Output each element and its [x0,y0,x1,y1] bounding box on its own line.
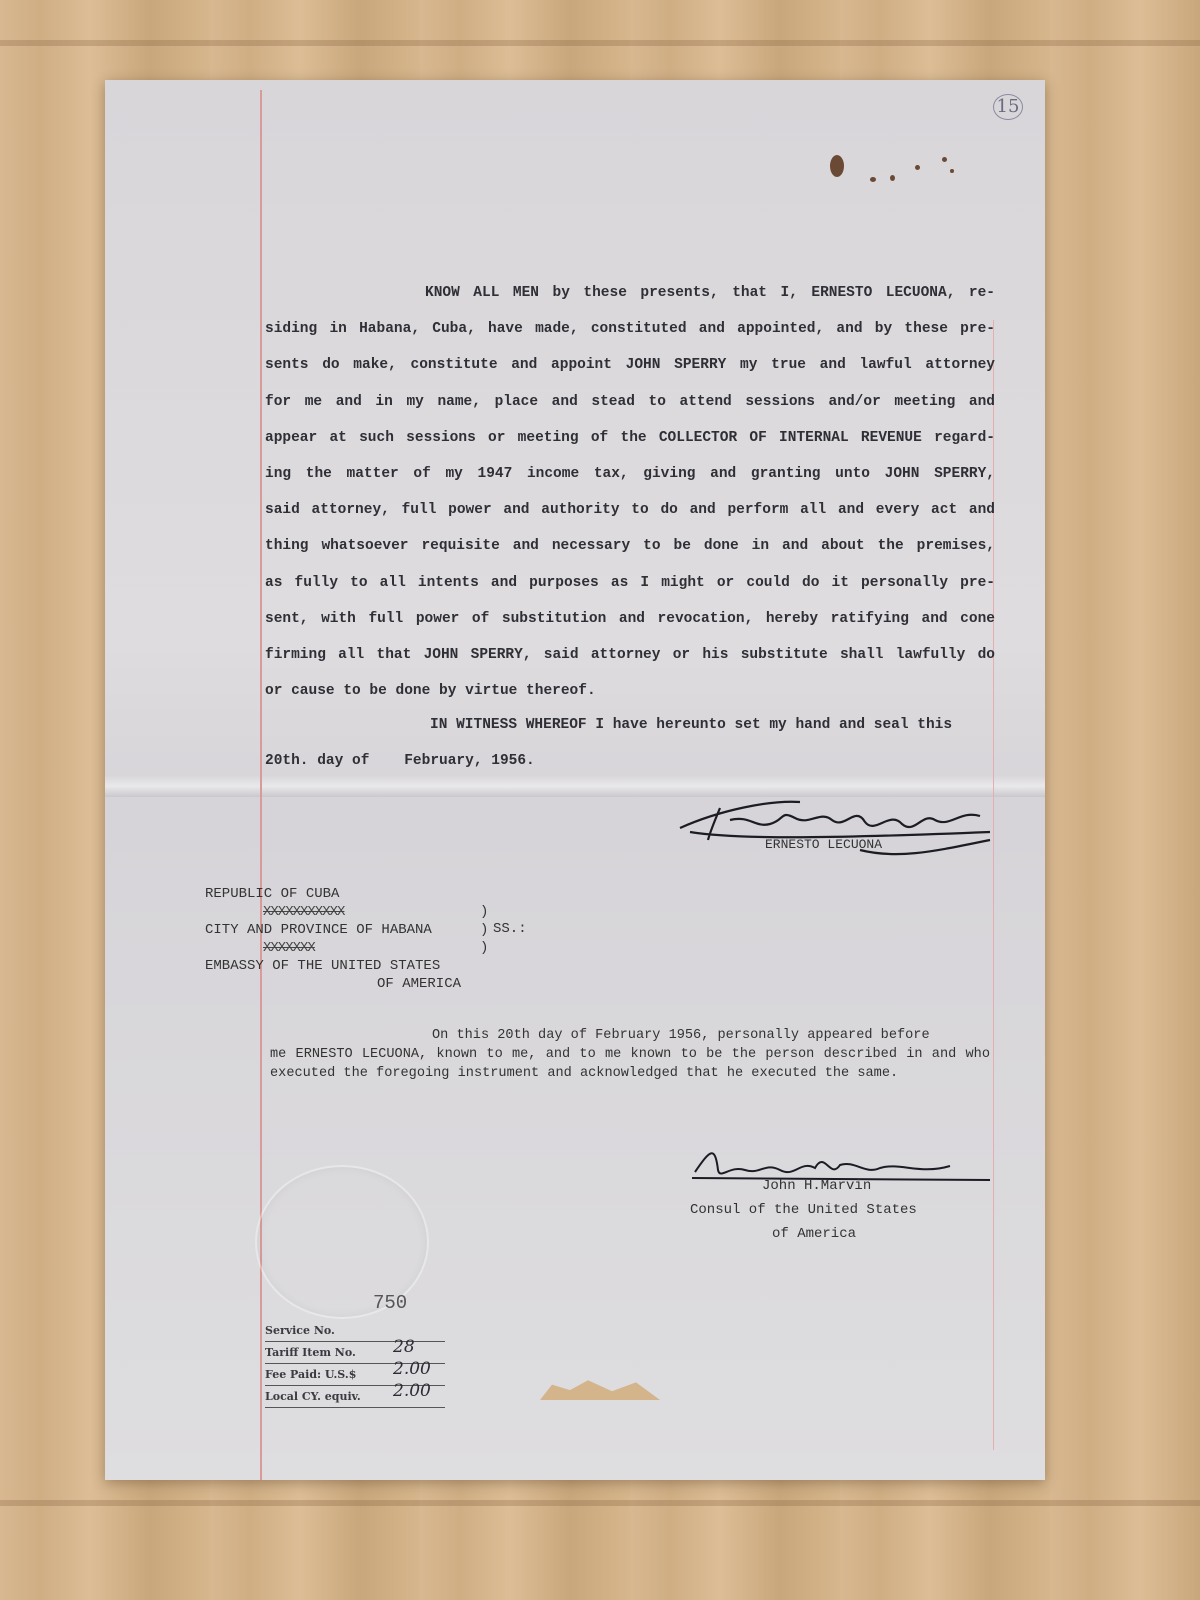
acknowledgment-paragraph [270,1026,990,1083]
signer-name: ERNESTO LECUONA [765,837,883,852]
venue-line: CITY AND PROVINCE OF HABANA [205,922,432,938]
fee-label: Tariff Item No. [265,1346,356,1359]
body-line: said attorney, full power and authority to do and perform all and every act and [265,502,995,519]
fee-value: 2.00 [393,1359,431,1379]
damage-holes [830,155,960,195]
consul-name: John H.Marvin [762,1178,872,1194]
fee-value: 2.00 [393,1381,431,1401]
witness-clause [265,707,995,779]
body-paragraph [265,275,995,709]
fee-row [265,1381,445,1408]
body-line: siding in Habana, Cuba, have made, constituted and appointed, and by these pre- [265,321,995,338]
body-line: for me and in my name, place and stead to attend sessions and/or meeting and [265,393,995,410]
service-number: 750 [373,1292,408,1314]
body-line: or cause to be done by virtue thereof. [265,683,596,700]
wood-grain [0,1500,1200,1506]
wood-grain [0,40,1200,46]
fee-value: 28 [393,1337,415,1357]
venue-bracket: ) ) ) [480,904,489,956]
body-line: sents do make, constitute and appoint JOHN SPERRY my true and lawful attorney [265,357,995,374]
body-line: appear at such sessions or meeting of the COLLECTOR OF INTERNAL REVENUE regard- [265,429,995,446]
struck-text: XXXXXXXXXXX [263,904,345,920]
ss-label: SS.: [493,921,527,937]
fee-row [265,1320,445,1342]
body-line [265,275,995,311]
struck-text: XXXXXXX [263,940,315,956]
power-of-attorney-document [105,80,1045,1480]
ack-text: me ERNESTO LECUONA, known to me, and to me known to be the person described in and who executed the foregoing instrument and acknowledged that he executed the same. [270,1047,990,1081]
fee-label: Service No. [265,1324,335,1337]
consul-title: of America [772,1226,857,1242]
venue-line: REPUBLIC OF CUBA [205,886,340,902]
venue-line: EMBASSY OF THE UNITED STATES [205,958,441,974]
page-number: 15 [993,94,1023,120]
ack-line: On this 20th day of February 1956, personally appeared before [432,1028,930,1043]
witness-line: IN WITNESS WHEREOF I have hereunto set my hand and seal this [430,717,953,733]
fee-stamp [265,1320,445,1408]
body-line: thing whatsoever requisite and necessary to be done in and about the premises, [265,538,995,555]
body-line-text: KNOW ALL MEN by these presents, that I, ERNESTO LECUONA, re- [425,285,995,301]
consul-title: Consul of the United States [690,1202,917,1218]
body-line: sent, with full power of substitution and revocation, hereby ratifying and cone [265,610,995,627]
venue-line: OF AMERICA [377,976,462,992]
fee-label: Local CY. equiv. [265,1390,361,1403]
body-line: ing the matter of my 1947 income tax, giving and granting unto JOHN SPERRY, [265,466,995,483]
fee-label: Fee Paid: U.S.$ [265,1368,357,1381]
body-line: firming all that JOHN SPERRY, said attorney or his substitute shall lawfully do [265,647,995,664]
body-line: as fully to all intents and purposes as I might or could do it personally pre- [265,574,995,591]
consul-block [690,1174,917,1246]
venue-block [205,885,461,993]
lecuona-signature [660,780,1000,870]
witness-date: 20th. day of February, 1956. [265,753,535,769]
